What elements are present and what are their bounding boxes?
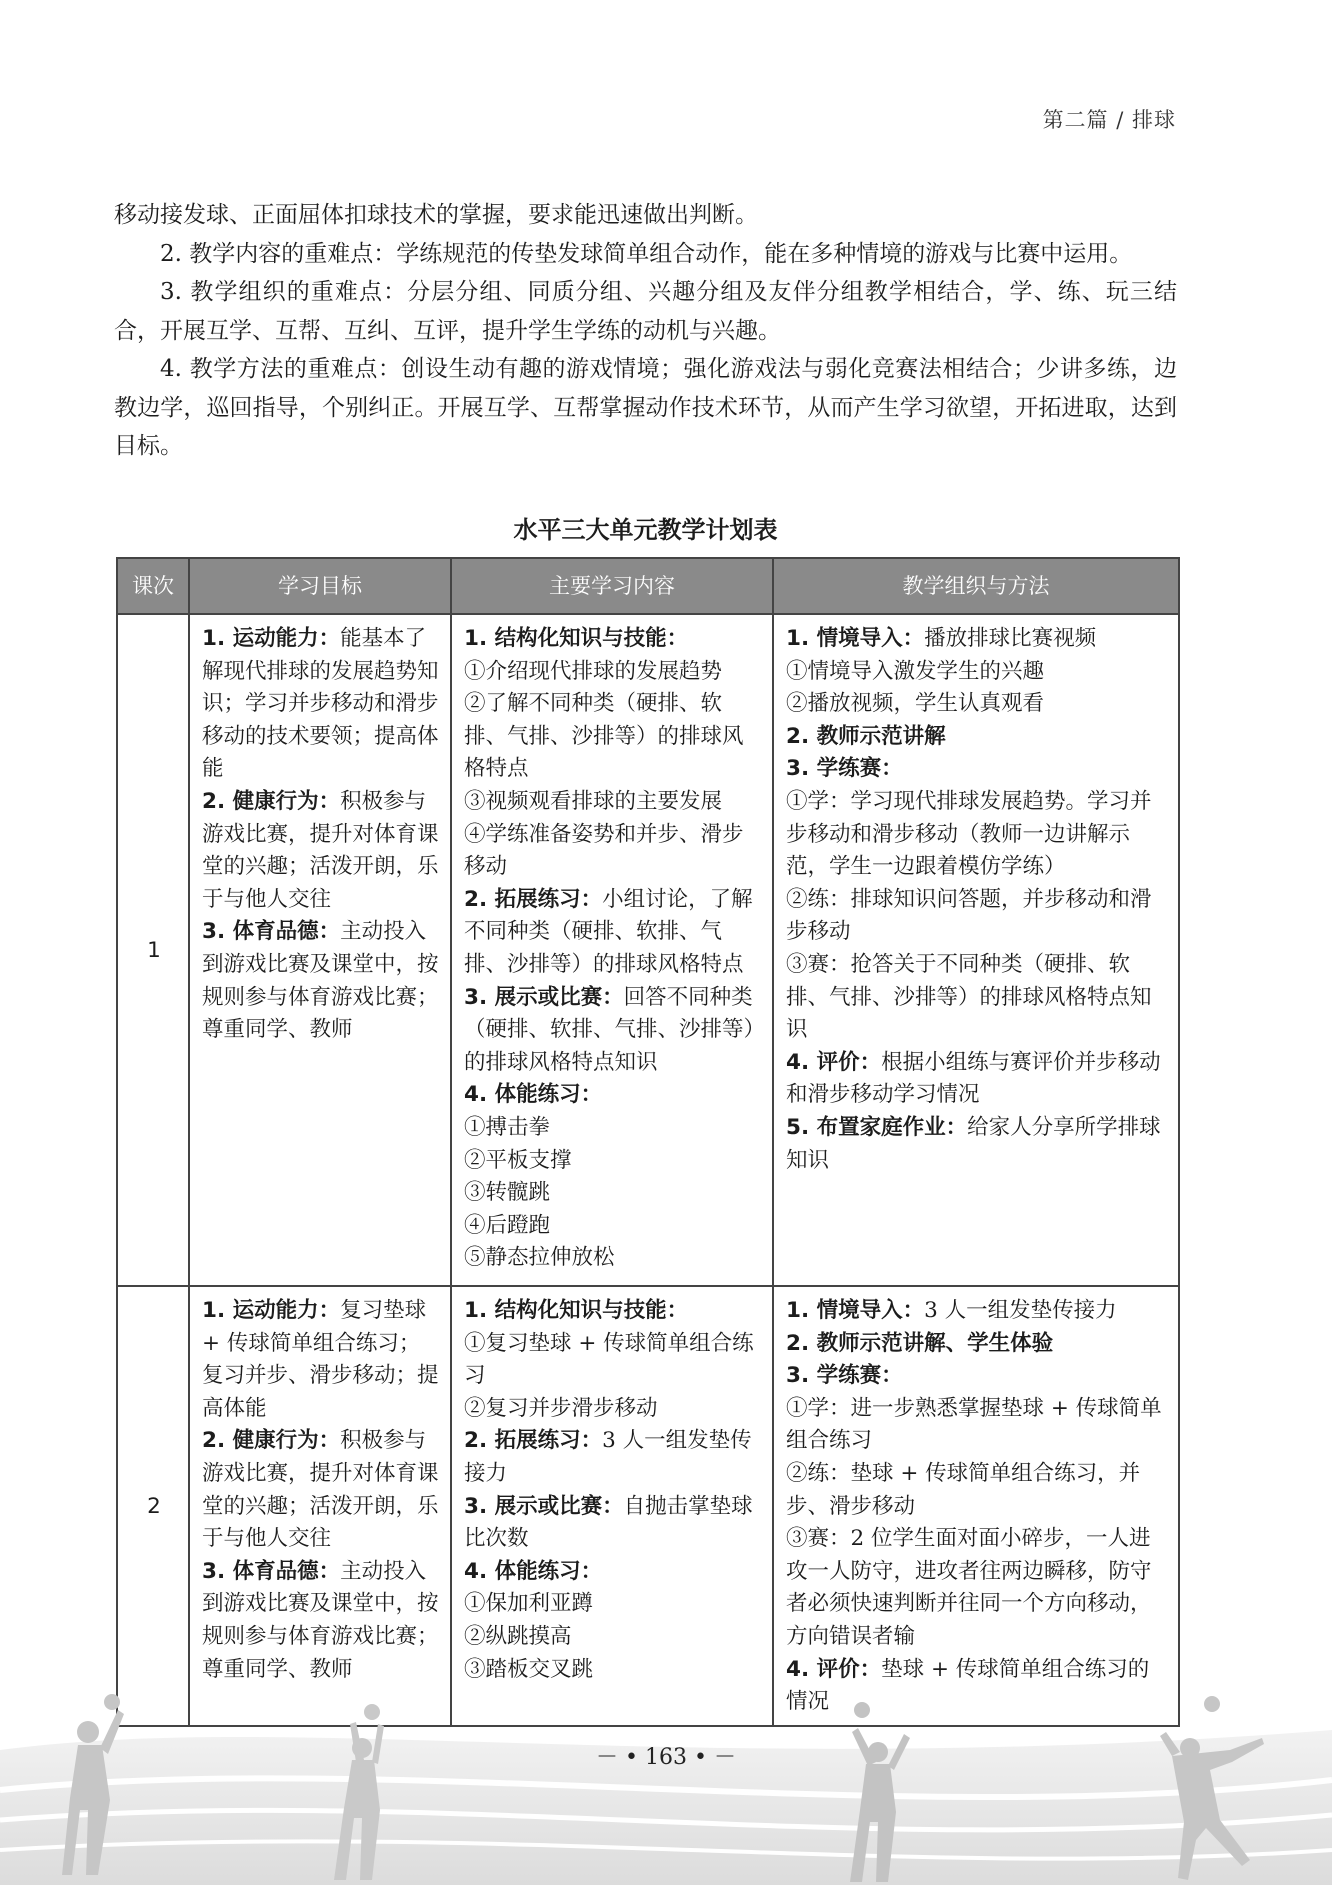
method-item [786, 1047, 1168, 1112]
method-item-label: 4. 评价： [786, 1049, 882, 1075]
goal-item-text: 能基本了解现代排球的发展趋势知识；学习并步移动和滑步移动的技术要领；提高体能 [202, 626, 439, 782]
content-item [464, 1491, 762, 1556]
goals-cell [189, 614, 451, 1286]
method-item-text: 3 人一组发垫传接力 [924, 1298, 1117, 1323]
content-item [464, 1588, 762, 1621]
method-item [786, 884, 1168, 949]
content-item [464, 1177, 762, 1210]
teaching-plan-table [116, 557, 1180, 1727]
method-item [786, 623, 1168, 656]
content-cell [451, 1286, 773, 1726]
method-item [786, 656, 1168, 689]
content-item [464, 1242, 762, 1275]
header-decoration [0, 0, 1332, 80]
goal-item-text: 复习垫球 + 传球简单组合练习；复习并步、滑步移动；提高体能 [202, 1298, 439, 1421]
page-number: － • 163 • － [596, 1745, 736, 1770]
paragraph: 3. 教学组织的重难点：分层分组、同质分组、兴趣分组及友伴分组教学相结合，学、练、玩三结合，开展互学、互帮、互纠、互评，提升学生学练的动机与兴趣。 [114, 279, 1177, 344]
goal-item [202, 1556, 440, 1686]
method-item-label: 2. 教师示范讲解 [786, 723, 946, 749]
goal-item [202, 623, 440, 786]
method-item [786, 688, 1168, 721]
goal-item-label: 1. 运动能力： [202, 626, 341, 651]
content-item-text: ②纵跳摸高 [464, 1623, 572, 1649]
method-item [786, 753, 1168, 786]
content-item-text: ②了解不同种类（硬排、软排、气排、沙排等）的排球风格特点 [464, 691, 744, 782]
content-item-label: 1. 结构化知识与技能： [464, 1298, 689, 1323]
content-item-text: ②复习并步滑步移动 [464, 1395, 658, 1421]
table-header-row [117, 558, 1179, 614]
content-item [464, 982, 762, 1080]
content-item-text: ②平板支撑 [464, 1147, 572, 1173]
content-item-label: 1. 结构化知识与技能： [464, 626, 689, 651]
method-item-text: ②播放视频，学生认真观看 [786, 691, 1045, 717]
goal-item-text: 主动投入到游戏比赛及课堂中，按规则参与体育游戏比赛；尊重同学、教师 [202, 919, 439, 1043]
method-item-text: 根据小组练与赛评价并步移动和滑步移动学习情况 [786, 1049, 1161, 1108]
content-item-text: ④学练准备姿势和并步、滑步移动 [464, 821, 744, 880]
content-item [464, 884, 762, 982]
content-item [464, 1328, 762, 1393]
method-item-label: 5. 布置家庭作业： [786, 1114, 968, 1140]
header-methods: 教学组织与方法 [773, 558, 1179, 614]
content-item-text: 小组讨论，了解不同种类（硬排、软排、气排、沙排等）的排球风格特点 [464, 886, 753, 977]
goal-item [202, 786, 440, 916]
method-item [786, 1393, 1168, 1458]
content-item-label: 2. 拓展练习： [464, 1428, 603, 1454]
method-item-label: 3. 学练赛： [786, 756, 903, 782]
content-item-label: 2. 拓展练习： [464, 886, 603, 912]
content-item-text: ⑤静态拉伸放松 [464, 1245, 615, 1271]
method-item-text: ③赛：2 位学生面对面小碎步，一人进攻一人防守，进攻者往两边瞬移，防守者必须快速判断并往同一个方向移动，方向错误者输 [786, 1526, 1152, 1649]
goal-item-text: 主动投入到游戏比赛及课堂中，按规则参与体育游戏比赛；尊重同学、教师 [202, 1558, 439, 1682]
header-goals: 学习目标 [189, 558, 451, 614]
method-item-text: ①学：学习现代排球发展趋势。学习并步移动和滑步移动（教师一边讲解示范，学生一边跟着模仿学练） [786, 788, 1152, 880]
header-lesson: 课次 [117, 558, 189, 614]
running-head: 第二篇 / 排球 [1042, 108, 1176, 132]
method-item-text: ①学：进一步熟悉掌握垫球 + 传球简单组合练习 [786, 1395, 1162, 1454]
method-item [786, 1523, 1168, 1653]
goal-item [202, 1425, 440, 1555]
goal-item-text: 积极参与游戏比赛，提升对体育课堂的兴趣；活泼开朗，乐于与他人交往 [202, 1428, 439, 1552]
content-item [464, 1112, 762, 1145]
goal-item [202, 916, 440, 1046]
body-text [114, 196, 1177, 466]
content-item [464, 1425, 762, 1490]
content-item-label: 3. 展示或比赛： [464, 984, 624, 1010]
method-item [786, 1328, 1168, 1361]
method-item-label: 1. 情境导入： [786, 626, 925, 651]
method-item [786, 1360, 1168, 1393]
method-item-label: 2. 教师示范讲解、学生体验 [786, 1330, 1054, 1356]
content-item [464, 819, 762, 884]
content-item [464, 656, 762, 689]
content-item [464, 1145, 762, 1178]
content-item [464, 1210, 762, 1243]
content-item-text: ①复习垫球 + 传球简单组合练习 [464, 1330, 754, 1389]
content-item-text: ①介绍现代排球的发展趋势 [464, 658, 723, 684]
methods-cell [773, 614, 1179, 1286]
goal-item-text: 积极参与游戏比赛，提升对体育课堂的兴趣；活泼开朗，乐于与他人交往 [202, 788, 439, 912]
content-item [464, 1556, 762, 1589]
content-item-text: 3 人一组发垫传接力 [464, 1428, 752, 1486]
method-item [786, 1112, 1168, 1177]
goal-item-label: 3. 体育品德： [202, 1558, 341, 1584]
content-item [464, 1079, 762, 1112]
method-item [786, 721, 1168, 754]
content-item [464, 688, 762, 786]
goals-cell [189, 1286, 451, 1726]
goal-item [202, 1295, 440, 1425]
method-item-text: ②练：排球知识问答题，并步移动和滑步移动 [786, 886, 1152, 945]
method-item-text: ③赛：抢答关于不同种类（硬排、软排、气排、沙排等）的排球风格特点知识 [786, 951, 1152, 1043]
content-item [464, 623, 762, 656]
method-item-label: 4. 评价： [786, 1656, 882, 1682]
method-item-label: 1. 情境导入： [786, 1298, 925, 1323]
table-title: 水平三大单元教学计划表 [513, 516, 778, 544]
paragraph: 移动接发球、正面屈体扣球技术的掌握，要求能迅速做出判断。 [114, 202, 758, 228]
content-item-text: 自抛击掌垫球比次数 [464, 1493, 753, 1552]
content-item [464, 1295, 762, 1328]
method-item-text: 垫球 + 传球简单组合练习的情况 [786, 1656, 1150, 1715]
method-item-text: ②练：垫球 + 传球简单组合练习，并步、滑步移动 [786, 1460, 1141, 1519]
header-content: 主要学习内容 [451, 558, 773, 614]
method-item [786, 949, 1168, 1047]
content-item [464, 1621, 762, 1654]
paragraph: 2. 教学内容的重难点：学练规范的传垫发球简单组合动作，能在多种情境的游戏与比赛中运用。 [160, 240, 1133, 267]
content-item-text: ③视频观看排球的主要发展 [464, 788, 723, 814]
paragraph: 4. 教学方法的重难点：创设生动有趣的游戏情境；强化游戏法与弱化竞赛法相结合；少讲多练，边教边学，巡回指导，个别纠正。开展互学、互帮掌握动作技术环节，从而产生学习欲望，开拓进取，达到目标。 [114, 356, 1177, 459]
content-item-label: 3. 展示或比赛： [464, 1493, 624, 1519]
methods-cell [773, 1286, 1179, 1726]
method-item-text: 给家人分享所学排球知识 [786, 1114, 1161, 1173]
lesson-row [117, 614, 1179, 1286]
method-item [786, 1295, 1168, 1328]
method-item-label: 3. 学练赛： [786, 1363, 903, 1389]
content-item-label: 4. 体能练习： [464, 1558, 603, 1584]
method-item [786, 1458, 1168, 1523]
content-item [464, 1393, 762, 1426]
content-item-text: ①搏击拳 [464, 1114, 551, 1140]
content-item-text: ③转髋跳 [464, 1180, 551, 1206]
lesson-number: 2 [117, 1286, 189, 1726]
content-item-text: ③踏板交叉跳 [464, 1656, 594, 1682]
content-item-text: ①保加利亚蹲 [464, 1591, 594, 1617]
goal-item-label: 2. 健康行为： [202, 788, 341, 814]
lesson-number: 1 [117, 614, 189, 1286]
goal-item-label: 2. 健康行为： [202, 1428, 341, 1454]
content-item-label: 4. 体能练习： [464, 1082, 603, 1108]
content-item [464, 1654, 762, 1687]
content-item [464, 786, 762, 819]
method-item-text: 播放排球比赛视频 [924, 626, 1097, 651]
method-item [786, 786, 1168, 884]
content-item-text: ④后蹬跑 [464, 1212, 551, 1238]
method-item-text: ①情境导入激发学生的兴趣 [786, 658, 1045, 684]
lesson-row [117, 1286, 1179, 1726]
goal-item-label: 1. 运动能力： [202, 1298, 341, 1323]
goal-item-label: 3. 体育品德： [202, 919, 341, 945]
footer-volleyball-illustration [0, 1690, 1332, 1885]
content-cell [451, 614, 773, 1286]
content-item-text: 回答不同种类（硬排、软排、气排、沙排等）的排球风格特点知识 [464, 984, 755, 1075]
